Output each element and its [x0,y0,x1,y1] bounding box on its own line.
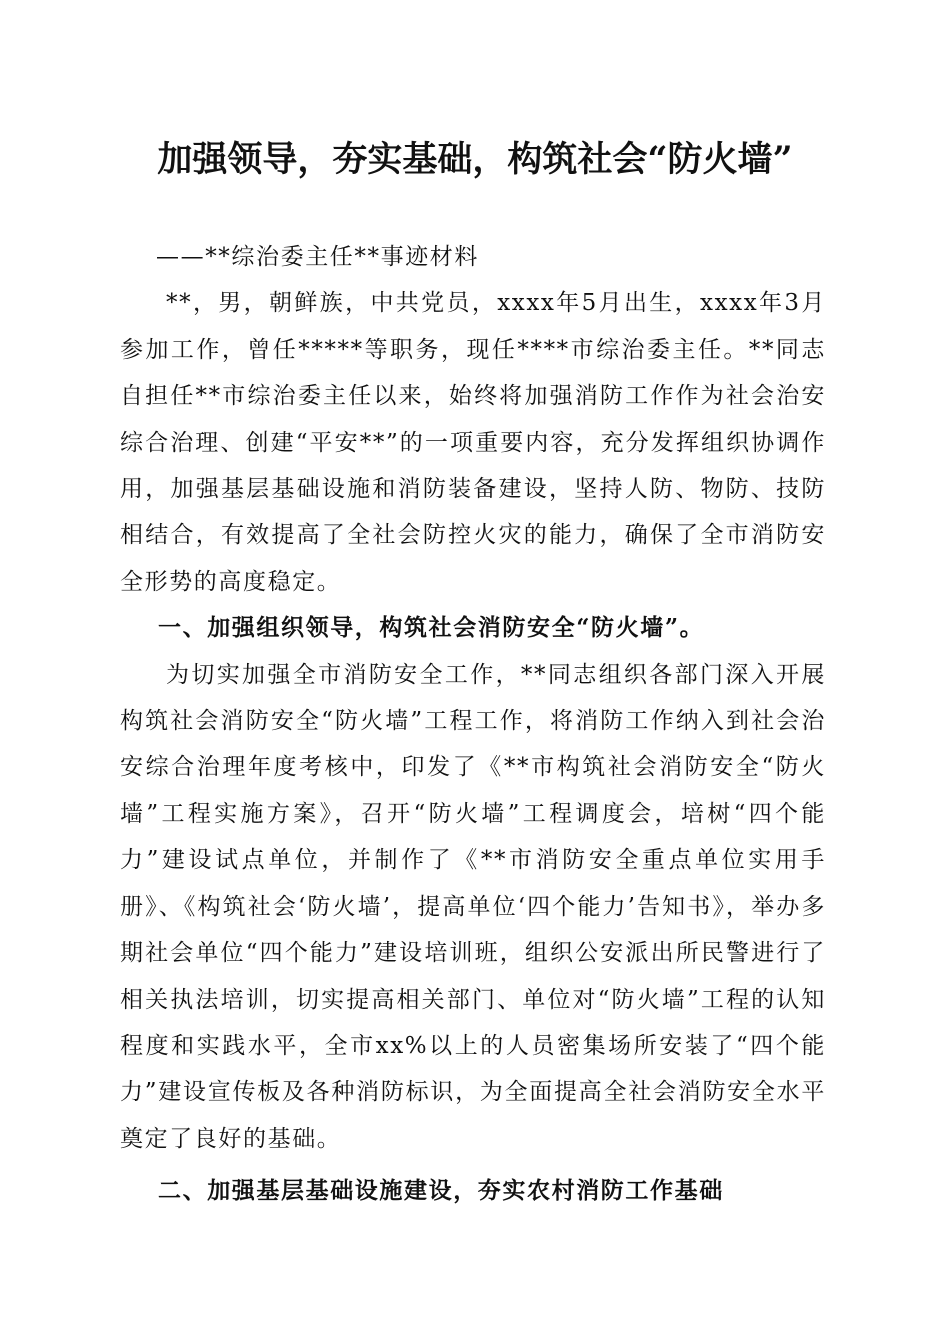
section-heading-2: 二、加强基层基础设施建设，夯实农村消防工作基础 [158,1177,724,1205]
section-1-paragraph: 为切实加强全市消防安全工作，**同志组织各部门深入开展构筑社会消防安全“防火墙”工程工作，将消防工作纳入到社会治安综合治理年度考核中，印发了《**市构筑社会消防安全“防火墙”工程实施方案》，召开“防火墙”工程调度会，培树“四个能力”建设试点单位，并制作了《**市消防安全重点单位实用手册》、《构筑社会‘防火墙’，提高单位‘四个能力’告知书》，举办多期社会单位“四个能力”建设培训班，组织公安派出所民警进行了相关执法培训，切实提高相关部门、单位对“防火墙”工程的认知程度和实践水平，全市xx%以上的人员密集场所安装了“四个能力”建设宣传板及各种消防标识，为全面提高全社会消防安全水平奠定了良好的基础。 [120,661,826,1152]
intro-paragraph: **，男，朝鲜族，中共党员，xxxx年5月出生，xxxx年3月参加工作，曾任*****等职务，现任****市综治委主任。**同志自担任**市综治委主任以来，始终将加强消防工作作为社会治安综合治理、创建“平安**”的一项重要内容，充分发挥组织协调作用，加强基层基础设施和消防装备建设，坚持人防、物防、技防相结合，有效提高了全社会防控火灾的能力，确保了全市消防安全形势的高度稳定。 [120,290,826,595]
section-heading-1: 一、加强组织领导，构筑社会消防安全“防火墙”。 [158,614,705,642]
document-title: 加强领导，夯实基础，构筑社会“防火墙” [157,139,793,180]
document-subtitle: ——**综治委主任**事迹材料 [156,244,479,270]
document-body [120,234,826,1215]
